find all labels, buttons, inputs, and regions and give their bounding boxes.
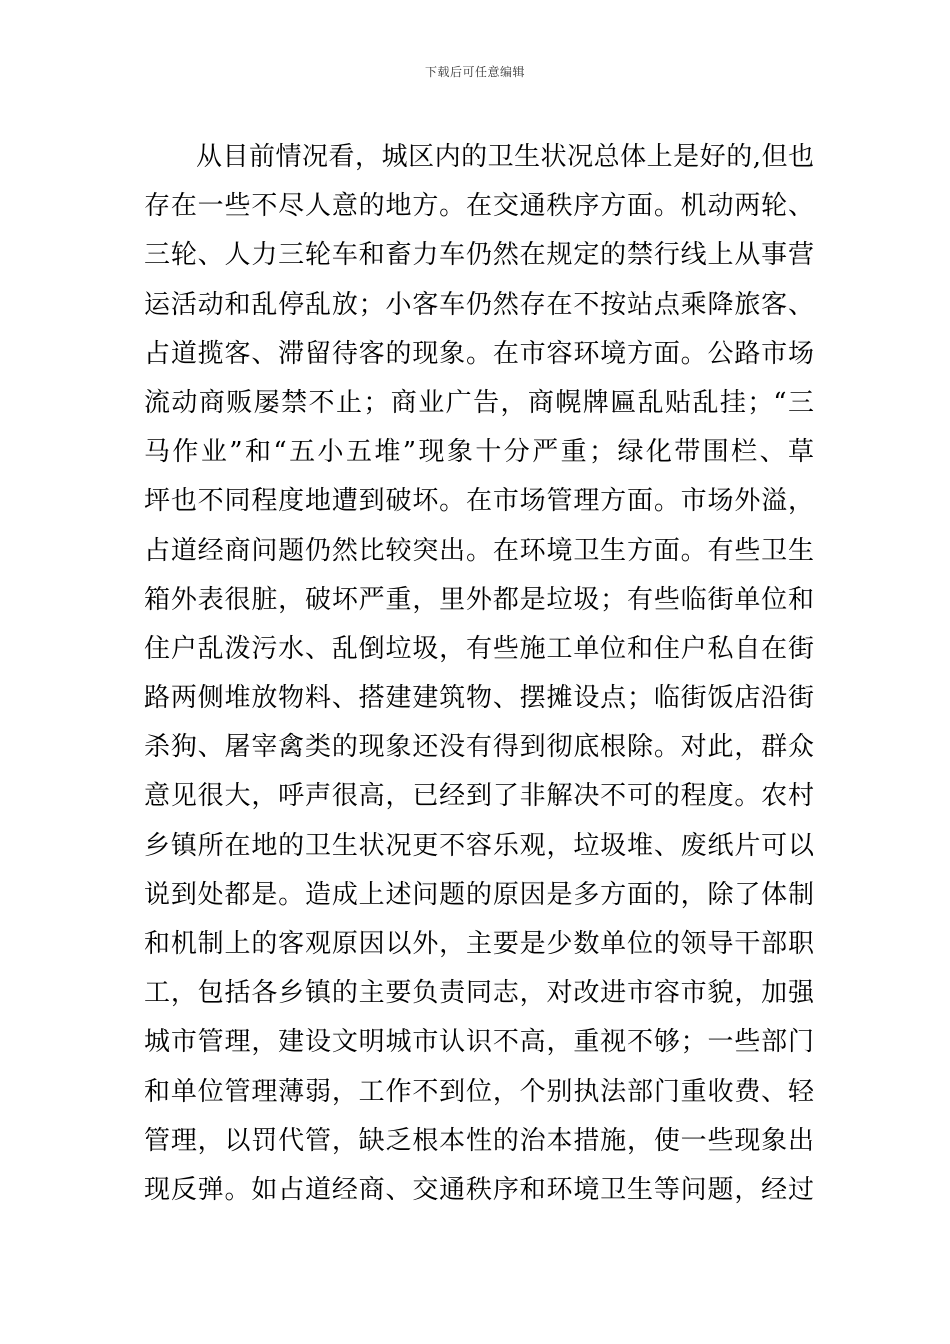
paragraph-line: 意见很大，呼声很高，已经到了非解决不可的程度。农村 (144, 781, 814, 812)
paragraph-line: 杀狗、屠宰禽类的现象还没有得到彻底根除。对此，群众 (144, 732, 814, 763)
paragraph-line: 说到处都是。造成上述问题的原因是多方面的，除了体制 (144, 879, 814, 910)
paragraph-line: 和机制上的客观原因以外，主要是少数单位的领导干部职 (144, 929, 814, 959)
paragraph-line: 流动商贩屡禁不止；商业广告，商幌牌匾乱贴乱挂；“三 (144, 387, 814, 418)
paragraph-line: 箱外表很脏，破坏严重，里外都是垃圾；有些临街单位和 (144, 584, 814, 615)
paragraph-line: 从目前情况看，城区内的卫生状况总体上是好的,但也 (196, 142, 814, 172)
body-paragraph (144, 133, 814, 1215)
paragraph-line: 城市管理，建设文明城市认识不高，重视不够；一些部门 (144, 1027, 814, 1058)
paragraph-line: 坪也不同程度地遭到破坏。在市场管理方面。市场外溢， (144, 486, 814, 517)
paragraph-line: 住户乱泼污水、乱倒垃圾，有些施工单位和住户私自在街 (144, 633, 814, 664)
paragraph-line: 马作业”和“五小五堆”现象十分严重；绿化带围栏、草 (144, 437, 814, 468)
paragraph-line: 乡镇所在地的卫生状况更不容乐观，垃圾堆、废纸片可以 (144, 830, 814, 861)
paragraph-line: 现反弹。如占道经商、交通秩序和环境卫生等问题，经过 (144, 1174, 814, 1205)
paragraph-line: 路两侧堆放物料、搭建建筑物、摆摊设点；临街饭店沿街 (144, 683, 814, 714)
paragraph-line: 运活动和乱停乱放；小客车仍然存在不按站点乘降旅客、 (144, 289, 814, 320)
paragraph-line: 工，包括各乡镇的主要负责同志，对改进市容市貌，加强 (144, 978, 814, 1009)
paragraph-line: 和单位管理薄弱，工作不到位，个别执法部门重收费、轻 (144, 1076, 814, 1107)
paragraph-line: 三轮、人力三轮车和畜力车仍然在规定的禁行线上从事营 (144, 240, 814, 271)
page-header: 下载后可任意编辑 (424, 65, 525, 79)
paragraph-line: 占道揽客、滞留待客的现象。在市容环境方面。公路市场 (144, 338, 814, 369)
paragraph-line: 存在一些不尽人意的地方。在交通秩序方面。机动两轮、 (144, 191, 814, 222)
paragraph-line: 管理，以罚代管，缺乏根本性的治本措施，使一些现象出 (144, 1125, 814, 1156)
paragraph-line: 占道经商问题仍然比较突出。在环境卫生方面。有些卫生 (144, 535, 814, 566)
